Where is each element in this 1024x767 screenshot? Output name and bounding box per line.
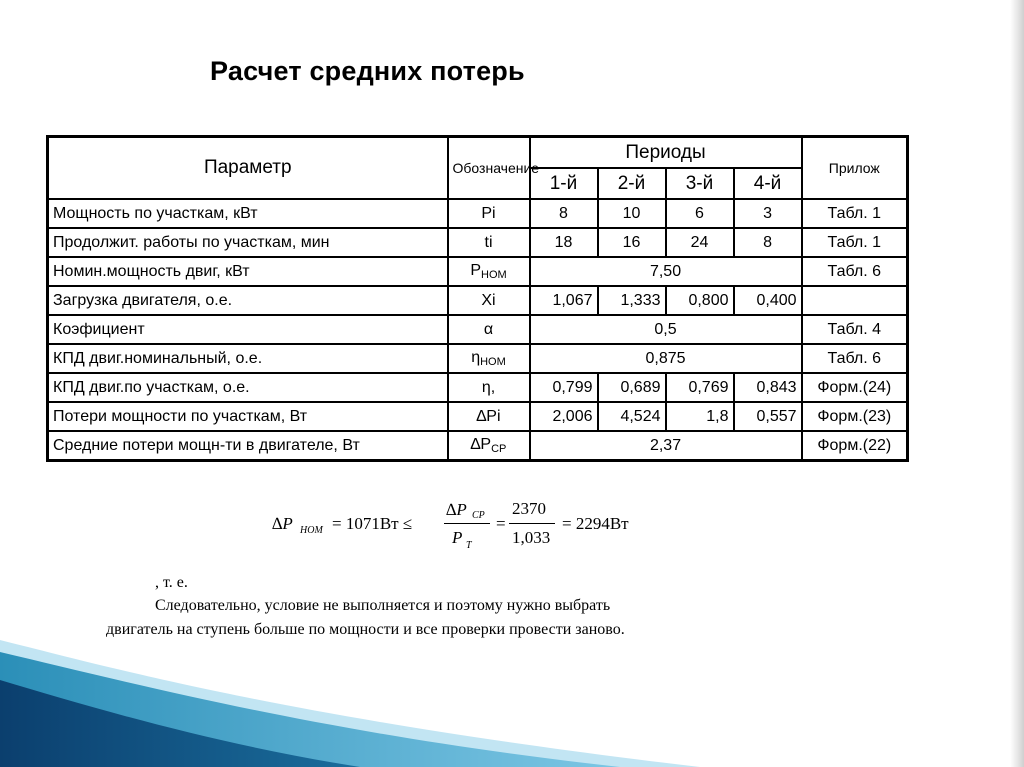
row-label: Потери мощности по участкам, Вт	[48, 402, 448, 431]
table-row	[48, 402, 908, 431]
formula-lhs-value: = 1071Вт ≤	[332, 514, 413, 533]
row-symbol-text: ∆P	[470, 436, 492, 453]
period-1: 1-й	[530, 168, 598, 199]
row-value-period-2: 0,689	[598, 373, 666, 402]
header-symbol	[448, 137, 540, 200]
table-row	[48, 344, 908, 373]
row-label: Продолжит. работы по участкам, мин	[48, 228, 448, 257]
decorative-wave	[0, 640, 700, 767]
row-label: Средние потери мощн-ти в двигателе, Вт	[48, 431, 448, 461]
row-symbol-text: η	[471, 349, 481, 366]
table-row	[48, 373, 908, 402]
row-reference: Форм.(22)	[802, 431, 908, 461]
row-label: КПД двиг.по участкам, о.е.	[48, 373, 448, 402]
row-value-period-1: 8	[530, 199, 598, 228]
row-merged-value: 2,37	[530, 431, 802, 461]
row-value-period-2: 16	[598, 228, 666, 257]
header-parameter: Параметр	[48, 137, 448, 200]
row-symbol-text: ∆Pi	[476, 407, 501, 425]
row-label: Коэфициент	[48, 315, 448, 344]
formula-lhs-sub: НОМ	[300, 525, 323, 536]
row-reference: Форм.(24)	[802, 373, 908, 402]
fraction-bar-1	[444, 523, 490, 524]
row-reference: Табл. 1	[802, 228, 908, 257]
formula-lhs-symbol: ∆P	[272, 514, 293, 533]
row-symbol-subscript: НОМ	[481, 269, 507, 281]
row-value-period-2: 4,524	[598, 402, 666, 431]
parameters-table	[46, 135, 909, 462]
formula-den1-sub: T	[466, 540, 472, 551]
row-value-period-4: 0,843	[734, 373, 802, 402]
row-merged-value: 7,50	[530, 257, 802, 286]
row-value-period-1: 0,799	[530, 373, 598, 402]
row-value-period-3: 1,8	[666, 402, 734, 431]
page-title: Расчет средних потерь	[210, 56, 525, 86]
row-value-period-2: 10	[598, 199, 666, 228]
row-symbol-subscript: НОМ	[480, 356, 506, 368]
row-symbol	[448, 344, 530, 373]
row-label: Номин.мощность двиг, кВт	[48, 257, 448, 286]
row-merged-value: 0,5	[530, 315, 802, 344]
table-header-row	[48, 137, 908, 169]
row-symbol	[448, 402, 530, 431]
row-label: Загрузка двигателя, о.е.	[48, 286, 448, 315]
table-row	[48, 315, 908, 344]
formula-mid-eq: =	[496, 514, 506, 533]
text-line-2: Следовательно, условие не выполняется и поэтому нужно выбрать	[155, 597, 611, 614]
table-row	[48, 199, 908, 228]
fraction-bar-2	[509, 523, 555, 524]
row-value-period-1: 18	[530, 228, 598, 257]
row-reference: Табл. 6	[802, 257, 908, 286]
row-symbol-text: P	[470, 262, 481, 279]
header-periods: Периоды	[530, 137, 802, 169]
row-symbol	[448, 199, 530, 228]
row-symbol-text: Xi	[481, 291, 496, 309]
row-symbol	[448, 373, 530, 402]
formula-result: = 2294Вт	[562, 514, 629, 533]
row-symbol-text: η,	[481, 378, 496, 396]
formula-num1-symbol: ∆P	[446, 500, 467, 519]
row-label: КПД двиг.номинальный, о.е.	[48, 344, 448, 373]
period-4: 4-й	[734, 168, 802, 199]
row-symbol	[448, 228, 530, 257]
row-value-period-3: 0,769	[666, 373, 734, 402]
row-reference	[802, 286, 908, 315]
row-symbol-text: Pi	[481, 204, 496, 222]
slide-right-edge	[1010, 0, 1024, 767]
formula-num2: 2370	[512, 499, 546, 518]
row-value-period-3: 24	[666, 228, 734, 257]
formula-den2: 1,033	[512, 528, 551, 547]
row-symbol	[448, 431, 530, 461]
period-2: 2-й	[598, 168, 666, 199]
row-symbol-subscript: СР	[491, 443, 507, 455]
row-label: Мощность по участкам, кВт	[48, 199, 448, 228]
table-row	[48, 228, 908, 257]
text-line-1: , т. е.	[155, 574, 188, 591]
row-symbol-text: α	[483, 320, 494, 338]
row-value-period-3: 0,800	[666, 286, 734, 315]
header-symbol-text: Обозначение	[452, 160, 540, 176]
row-reference: Табл. 4	[802, 315, 908, 344]
row-value-period-1: 2,006	[530, 402, 598, 431]
row-value-period-4: 3	[734, 199, 802, 228]
formula-den1-symbol: P	[452, 528, 463, 547]
table-row	[48, 431, 908, 461]
row-merged-value: 0,875	[530, 344, 802, 373]
row-value-period-1: 1,067	[530, 286, 598, 315]
row-value-period-4: 0,400	[734, 286, 802, 315]
row-reference: Форм.(23)	[802, 402, 908, 431]
row-symbol	[448, 315, 530, 344]
row-symbol	[448, 286, 530, 315]
text-line-3: двигатель на ступень больше по мощности и все проверки провести заново.	[106, 621, 625, 638]
table-row	[48, 257, 908, 286]
row-symbol	[448, 257, 530, 286]
row-value-period-4: 0,557	[734, 402, 802, 431]
row-value-period-4: 8	[734, 228, 802, 257]
formula	[272, 498, 662, 554]
period-3: 3-й	[666, 168, 734, 199]
header-appendix: Прилож	[802, 137, 908, 200]
row-value-period-2: 1,333	[598, 286, 666, 315]
row-reference: Табл. 6	[802, 344, 908, 373]
table-row	[48, 286, 908, 315]
row-symbol-text: ti	[484, 233, 493, 251]
row-reference: Табл. 1	[802, 199, 908, 228]
row-value-period-3: 6	[666, 199, 734, 228]
formula-num1-sub: CP	[472, 510, 485, 521]
